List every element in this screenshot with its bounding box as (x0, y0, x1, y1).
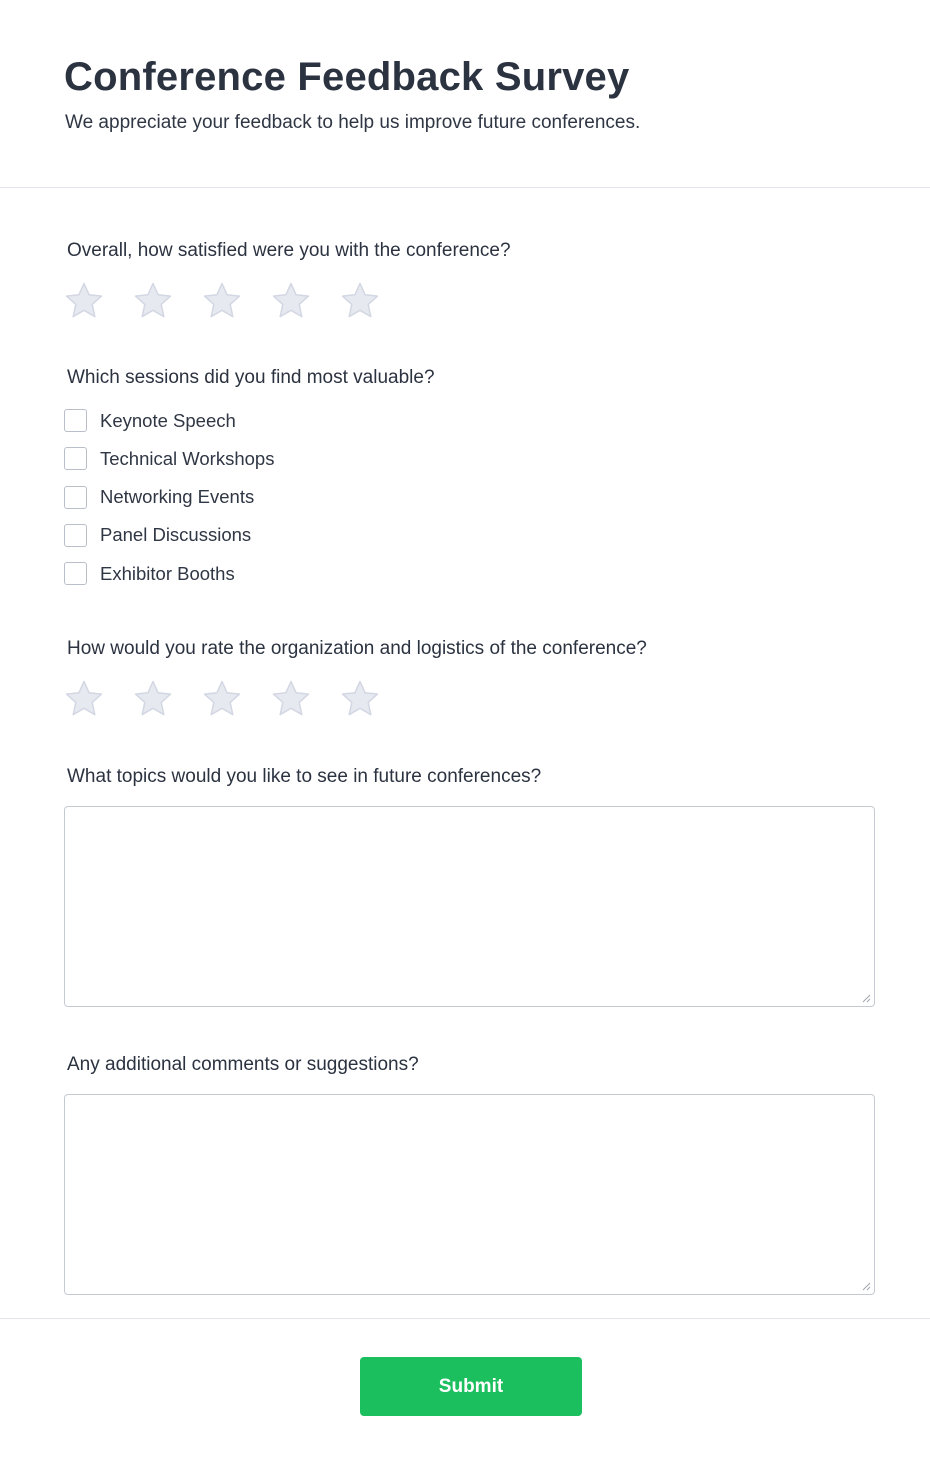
question-sessions-label: Which sessions did you find most valuable? (67, 367, 435, 388)
keynote-checkbox[interactable] (64, 409, 87, 432)
satisfaction-rating (64, 281, 875, 321)
question-topics-label: What topics would you like to see in future conferences? (67, 766, 542, 788)
session-option-keynote[interactable] (64, 408, 875, 433)
session-option-exhibitors[interactable] (64, 561, 875, 586)
topics-textarea-box (64, 806, 875, 1007)
question-comments (64, 1007, 875, 1295)
page-title: Conference Feedback Survey (64, 55, 630, 99)
question-comments-label: Any additional comments or suggestions? (67, 1054, 419, 1076)
exhibitors-label: Exhibitor Booths (100, 562, 235, 584)
question-satisfaction (64, 188, 875, 321)
satisfaction-star-3-icon[interactable] (202, 281, 242, 321)
keynote-label: Keynote Speech (100, 409, 236, 431)
page-subtitle: We appreciate your feedback to help us improve future conferences. (65, 112, 641, 133)
resize-handle-icon[interactable] (862, 1282, 871, 1291)
networking-label: Networking Events (100, 486, 255, 508)
satisfaction-star-1-icon[interactable] (64, 281, 104, 321)
question-sessions (64, 321, 875, 586)
satisfaction-star-4-icon[interactable] (271, 281, 311, 321)
panels-label: Panel Discussions (100, 524, 252, 546)
workshops-label: Technical Workshops (100, 447, 275, 469)
comments-textarea-box (64, 1094, 875, 1295)
submit-button[interactable]: Submit (360, 1357, 582, 1416)
satisfaction-star-5-icon[interactable] (340, 281, 380, 321)
comments-textarea[interactable] (65, 1095, 874, 1294)
question-topics (64, 719, 875, 1007)
session-option-networking[interactable] (64, 485, 875, 510)
question-satisfaction-label: Overall, how satisfied were you with the conference? (67, 240, 511, 261)
survey-footer (0, 1318, 930, 1465)
workshops-checkbox[interactable] (64, 447, 87, 470)
organization-star-5-icon[interactable] (340, 679, 380, 719)
organization-star-2-icon[interactable] (133, 679, 173, 719)
question-organization-label: How would you rate the organization and logistics of the conference? (67, 638, 647, 660)
question-organization (64, 599, 875, 719)
topics-textarea[interactable] (65, 807, 874, 1006)
networking-checkbox[interactable] (64, 486, 87, 509)
organization-rating (64, 679, 875, 719)
exhibitors-checkbox[interactable] (64, 562, 87, 585)
survey-body (0, 188, 930, 1295)
sessions-checkbox-list (64, 408, 875, 586)
session-option-panels[interactable] (64, 523, 875, 548)
panels-checkbox[interactable] (64, 524, 87, 547)
survey-header (0, 0, 930, 188)
resize-handle-icon[interactable] (862, 994, 871, 1003)
organization-star-3-icon[interactable] (202, 679, 242, 719)
organization-star-1-icon[interactable] (64, 679, 104, 719)
session-option-workshops[interactable] (64, 446, 875, 471)
organization-star-4-icon[interactable] (271, 679, 311, 719)
satisfaction-star-2-icon[interactable] (133, 281, 173, 321)
